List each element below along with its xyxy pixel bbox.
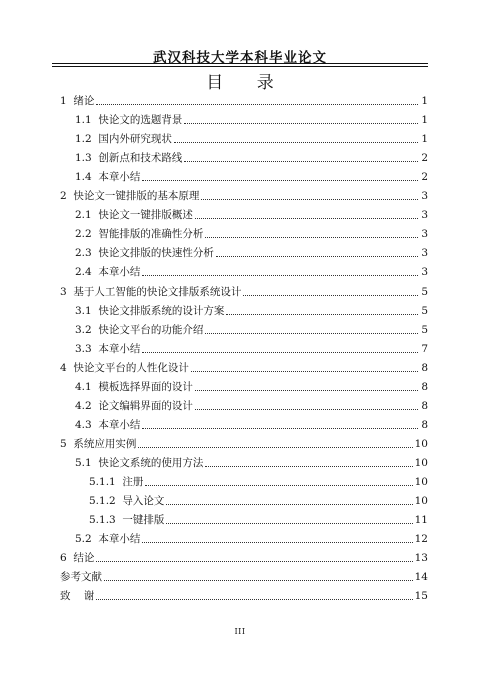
toc-leader-dots xyxy=(243,294,418,296)
page-number: III xyxy=(234,627,246,636)
toc-entry-page: 8 xyxy=(421,380,428,393)
toc-entry[interactable] xyxy=(75,209,428,221)
toc-leader-dots xyxy=(142,541,412,543)
toc-leader-dots xyxy=(226,313,418,315)
toc-entry-page: 1 xyxy=(421,95,428,107)
toc-leader-dots xyxy=(166,522,412,524)
toc-entry[interactable] xyxy=(60,438,428,450)
toc-leader-dots xyxy=(205,332,418,334)
toc-entry-page: 10 xyxy=(414,476,428,488)
toc-entry-label: 5 系统应用实例 xyxy=(60,437,137,450)
toc-leader-dots xyxy=(96,598,412,600)
toc-entry-page: 10 xyxy=(414,456,428,469)
toc-leader-dots xyxy=(96,103,418,105)
toc-entry-page: 3 xyxy=(421,266,428,279)
toc-entry[interactable] xyxy=(60,590,428,602)
toc-entry[interactable] xyxy=(75,419,428,431)
toc-entry-page: 3 xyxy=(421,247,428,260)
toc-entry[interactable] xyxy=(75,400,428,412)
toc-entry[interactable] xyxy=(89,514,428,526)
toc-entry-label: 2 快论文一键排版的基本原理 xyxy=(60,190,200,203)
toc-entry[interactable] xyxy=(60,552,428,564)
toc-entry-page: 12 xyxy=(414,533,428,546)
toc-entry[interactable] xyxy=(75,533,428,545)
toc-entry-page: 7 xyxy=(421,342,428,355)
toc-entry-page: 3 xyxy=(421,190,428,203)
toc-entry[interactable] xyxy=(60,286,428,298)
toc-entry-label: 2.3 快论文排版的快速性分析 xyxy=(75,247,214,260)
toc-entry-label: 4 快论文平台的人性化设计 xyxy=(60,361,189,374)
toc-entry-label: 5.1 快论文系统的使用方法 xyxy=(75,456,204,469)
toc-entry-page: 2 xyxy=(421,152,428,165)
toc-entry-label: 2.1 快论文一键排版概述 xyxy=(75,209,193,222)
toc-entry-page: 1 xyxy=(421,133,428,146)
toc-leader-dots xyxy=(142,179,418,181)
toc-entry[interactable] xyxy=(75,228,428,240)
toc-entry[interactable] xyxy=(60,571,428,583)
toc-title: 目 录 xyxy=(206,73,288,93)
toc-entry-page: 5 xyxy=(421,304,428,317)
toc-entry-page: 5 xyxy=(421,323,428,336)
toc-entry[interactable] xyxy=(75,247,428,259)
toc-leader-dots xyxy=(142,274,418,276)
toc-entry-label: 2.4 本章小结 xyxy=(75,266,141,279)
toc-leader-dots xyxy=(166,503,412,505)
toc-entry-label: 5.1.1 注册 xyxy=(89,476,144,488)
toc-leader-dots xyxy=(184,122,418,124)
toc-leader-dots xyxy=(216,255,418,257)
toc-leader-dots xyxy=(104,579,413,581)
toc-entry[interactable] xyxy=(75,114,428,126)
toc-entry[interactable] xyxy=(89,495,428,507)
toc-leader-dots xyxy=(195,389,418,391)
toc-entry[interactable] xyxy=(75,457,428,469)
toc-leader-dots xyxy=(96,560,412,562)
toc-entry[interactable] xyxy=(60,190,428,202)
toc-leader-dots xyxy=(191,370,418,372)
toc-entry[interactable] xyxy=(75,324,428,336)
toc-entry[interactable] xyxy=(75,343,428,355)
toc-entry[interactable] xyxy=(75,305,428,317)
toc-entry-page: 1 xyxy=(421,114,428,127)
toc-leader-dots xyxy=(145,484,412,486)
toc-entry-page: 10 xyxy=(414,495,428,508)
toc-entry-page: 8 xyxy=(421,418,428,431)
toc-entry-page: 11 xyxy=(414,514,428,527)
toc-entry-page: 14 xyxy=(414,571,428,584)
toc-entry-page: 13 xyxy=(414,552,428,565)
toc-entry-page: 2 xyxy=(421,171,428,184)
toc-leader-dots xyxy=(201,198,418,200)
toc-entry-label: 4.2 论文编辑界面的设计 xyxy=(75,399,193,412)
toc-entry[interactable] xyxy=(60,95,428,107)
toc-entry[interactable] xyxy=(75,152,428,164)
toc-entry-page: 3 xyxy=(421,209,428,222)
document-header: 武汉科技大学本科毕业论文 xyxy=(153,50,327,66)
toc-entry[interactable] xyxy=(75,171,428,183)
toc-leader-dots xyxy=(205,465,412,467)
toc-entry-page: 10 xyxy=(414,437,428,450)
toc-entry[interactable] xyxy=(75,381,428,393)
toc-entry-label: 3.3 本章小结 xyxy=(75,342,141,355)
toc-entry[interactable] xyxy=(89,476,428,488)
toc-entry-label: 3.1 快论文排版系统的设计方案 xyxy=(75,304,225,317)
toc-leader-dots xyxy=(195,217,418,219)
toc-leader-dots xyxy=(138,446,412,448)
toc-entry-label: 4.1 模板选择界面的设计 xyxy=(75,380,193,393)
toc-entry-label: 5.1.2 导入论文 xyxy=(89,495,165,508)
toc-entry[interactable] xyxy=(75,133,428,145)
toc-entry-page: 5 xyxy=(421,285,428,298)
toc-entry-label: 1 绪论 xyxy=(60,95,95,107)
toc-entry-label: 致 谢 xyxy=(60,590,95,603)
toc-leader-dots xyxy=(142,427,418,429)
toc-leader-dots xyxy=(195,408,418,410)
toc-entry-label: 5.2 本章小结 xyxy=(75,533,141,546)
toc-entry[interactable] xyxy=(75,266,428,278)
toc-entry-label: 3 基于人工智能的快论文排版系统设计 xyxy=(60,285,242,298)
toc-entry-label: 1.1 快论文的选题背景 xyxy=(75,114,183,127)
toc-entry-label: 1.4 本章小结 xyxy=(75,171,141,184)
toc-entry-label: 3.2 快论文平台的功能介绍 xyxy=(75,323,204,336)
toc-entry-label: 5.1.3 一键排版 xyxy=(89,514,165,527)
toc-entry-page: 15 xyxy=(414,590,428,603)
toc-leader-dots xyxy=(142,351,418,353)
toc-entry-label: 参考文献 xyxy=(60,571,102,584)
toc-entry-page: 3 xyxy=(421,228,428,241)
toc-entry-label: 6 结论 xyxy=(60,552,95,565)
toc-entry-page: 8 xyxy=(421,361,428,374)
toc-leader-dots xyxy=(205,236,418,238)
toc-entry-page: 8 xyxy=(421,399,428,412)
toc-leader-dots xyxy=(174,141,418,143)
toc-entry-label: 4.3 本章小结 xyxy=(75,418,141,431)
toc-leader-dots xyxy=(184,160,418,162)
toc-entry[interactable] xyxy=(60,362,428,374)
toc-entry-label: 2.2 智能排版的准确性分析 xyxy=(75,228,204,241)
toc-entry-label: 1.3 创新点和技术路线 xyxy=(75,152,183,165)
toc-entry-label: 1.2 国内外研究现状 xyxy=(75,133,172,146)
